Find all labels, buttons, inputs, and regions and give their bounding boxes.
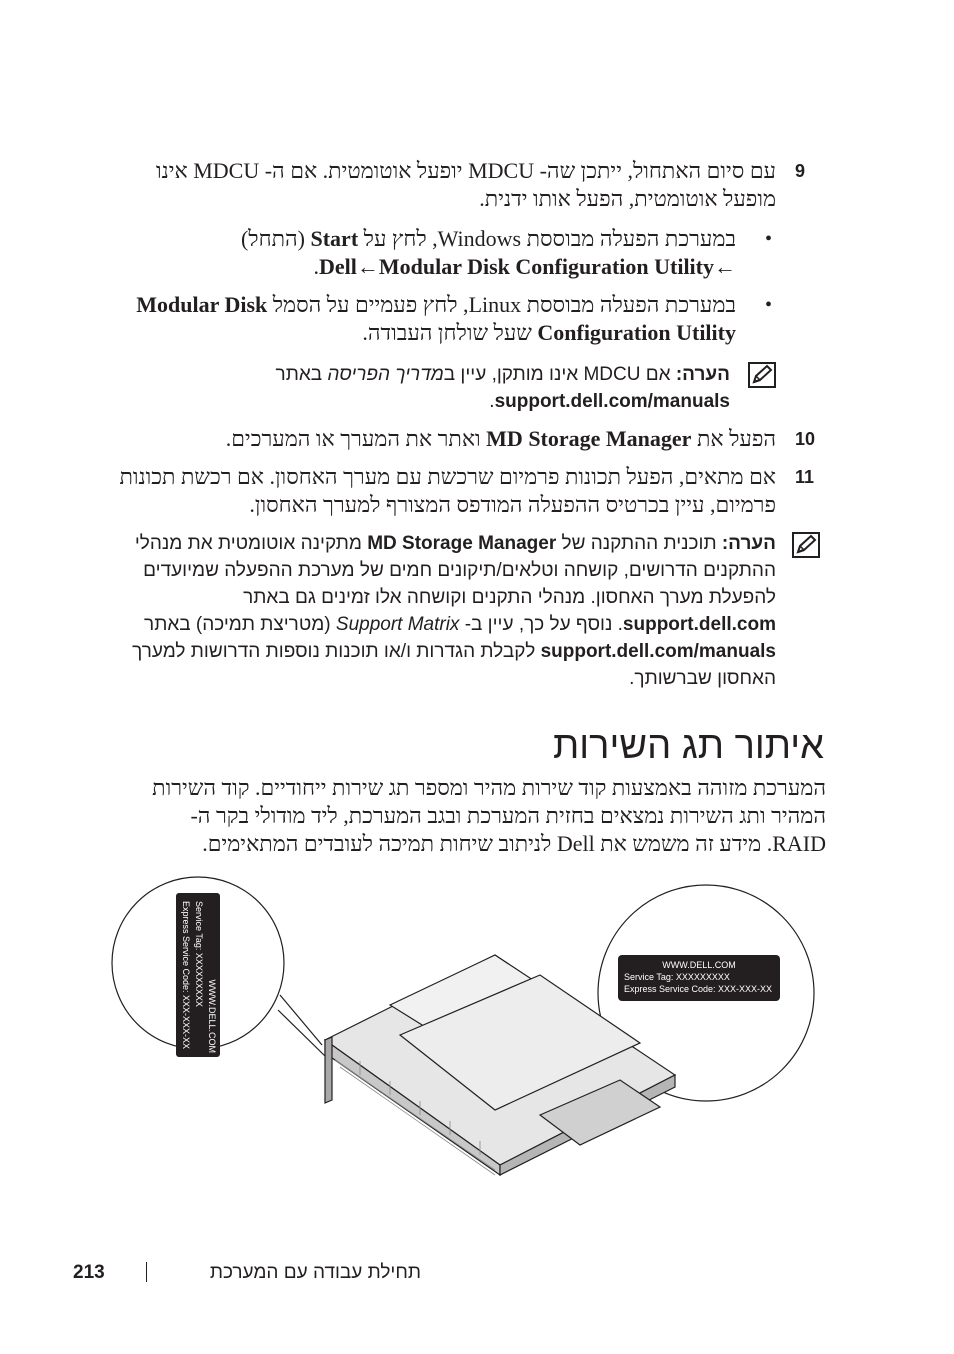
footer-chapter-title: תחילת עבודה עם המערכת [209, 1262, 421, 1283]
step-10-post: ואתר את המערך או המערכים. [225, 426, 487, 451]
note-pencil-icon [792, 532, 820, 558]
support-url: support.dell.com/manuals [494, 391, 730, 412]
step-11-text: אם מתאים, הפעל תכונות פרמיום שרכשת עם מערך האחסון. אם רכשת תכונות פרמיום, עיין בכרטיס ההפעלה המודפס המצורף למערך האחסון. [119, 464, 776, 517]
support-matrix-title: Support Matrix [335, 614, 460, 635]
step-number-11: 11 [795, 467, 815, 487]
note-2-text-3: . נוסף על כך, עיין ב- [459, 614, 623, 635]
step-number-10: 10 [795, 429, 816, 449]
period: . [489, 391, 495, 412]
note-pencil-icon [748, 362, 776, 388]
label-express-service-code: Express Service Code: XXX-XXX-XX [181, 901, 191, 1050]
step-10-pre: הפעל את [691, 426, 776, 451]
note-2 [96, 530, 776, 692]
bullet-dot: • [765, 294, 773, 316]
step-10-text [116, 425, 776, 453]
service-tag-label-front [618, 955, 780, 1001]
service-tag-figure [100, 875, 820, 1190]
step-number-9: 9 [795, 161, 806, 181]
support-url: support.dell.com [622, 614, 776, 635]
note-1 [190, 361, 730, 415]
step-9-text: עם סיום האתחול, ייתכן שה- MDCU יופעל אוטומטית. אם ה- MDCU אינו מופעל אוטומטית, הפעל אותו ידנית. [155, 158, 776, 211]
bullet-linux-post: שעל שולחן העבודה. [362, 320, 538, 345]
arrow-icon: ← [714, 254, 736, 279]
arrow-icon: ← [356, 254, 379, 279]
md-storage-manager-name: MD Storage Manager [486, 426, 692, 451]
note-2-text-2: מתקינה אוטומטית את מנהלי ההתקנים הדרושים, קושחה וטלאים/תיקונים חמים של מערכת ההפעלה שמיועדים להפעלת מערך האחסון. מנהלי התקנים וקושחה אלו זמינים גם באתר [134, 533, 776, 608]
support-manuals-url: support.dell.com/manuals [540, 641, 776, 662]
mdcu-app-name: Modular Disk Configuration Utility [378, 254, 714, 279]
bullet-linux [106, 291, 736, 347]
section-title: איתור תג השירות [553, 725, 824, 767]
period: . [313, 254, 319, 279]
note-label: הערה: [675, 364, 730, 385]
page-number: 213 [73, 1262, 105, 1283]
label-website: WWW.DELL.COM [662, 960, 736, 970]
note-1-text: אם MDCU אינו מותקן, עיין ב [443, 364, 676, 385]
md-storage-manager-name: MD Storage Manager [367, 533, 557, 554]
bullet-linux-pre: במערכת הפעלה מבוססת Linux, לחץ פעמיים על הסמל [267, 292, 736, 317]
note-2-text-5: לקבלת הגדרות ו/או תוכנות נוספות הדרושות למערך האחסון שברשותך. [132, 641, 776, 689]
mdcu-app-name: Modular Disk Configuration Utility [136, 292, 736, 345]
bullet-windows-mid: (התחל) [240, 226, 311, 251]
note-label: הערה: [721, 533, 776, 554]
note-2-text-1: תוכנית ההתקנה של [556, 533, 722, 554]
bullet-windows-pre: במערכת הפעלה מבוססת Windows, לחץ על [358, 226, 736, 251]
label-express-service-code: Express Service Code: XXX-XXX-XX [624, 984, 773, 994]
deployment-guide-title: מדריך הפריסה [327, 364, 444, 385]
note-2-text-4: (מטריצת תמיכה) באתר [144, 614, 336, 635]
service-tag-label-back [176, 893, 220, 1057]
label-service-tag: Service Tag: XXXXXXXXX [624, 972, 730, 982]
dell-menu-label: Dell [318, 254, 357, 279]
bullet-dot: • [765, 228, 773, 250]
note-1-text-post: באתר [275, 364, 328, 385]
label-service-tag: Service Tag: XXXXXXXXX [194, 901, 204, 1007]
bullet-windows [116, 225, 736, 281]
start-menu-label: Start [310, 226, 359, 251]
label-website: WWW.DELL.COM [207, 979, 217, 1053]
section-body: המערכת מזוהה באמצעות קוד שירות מהיר ומספר תג שירות ייחודיים. קוד השירות המהיר ותג השירות נמצאים בחזית המערכת ובגב המערכת, ליד מודולי בקר ה- RAID. מידע זה משמש את Dell לניתוב שיחות תמיכה לעובדים המתאימים. [152, 775, 826, 856]
